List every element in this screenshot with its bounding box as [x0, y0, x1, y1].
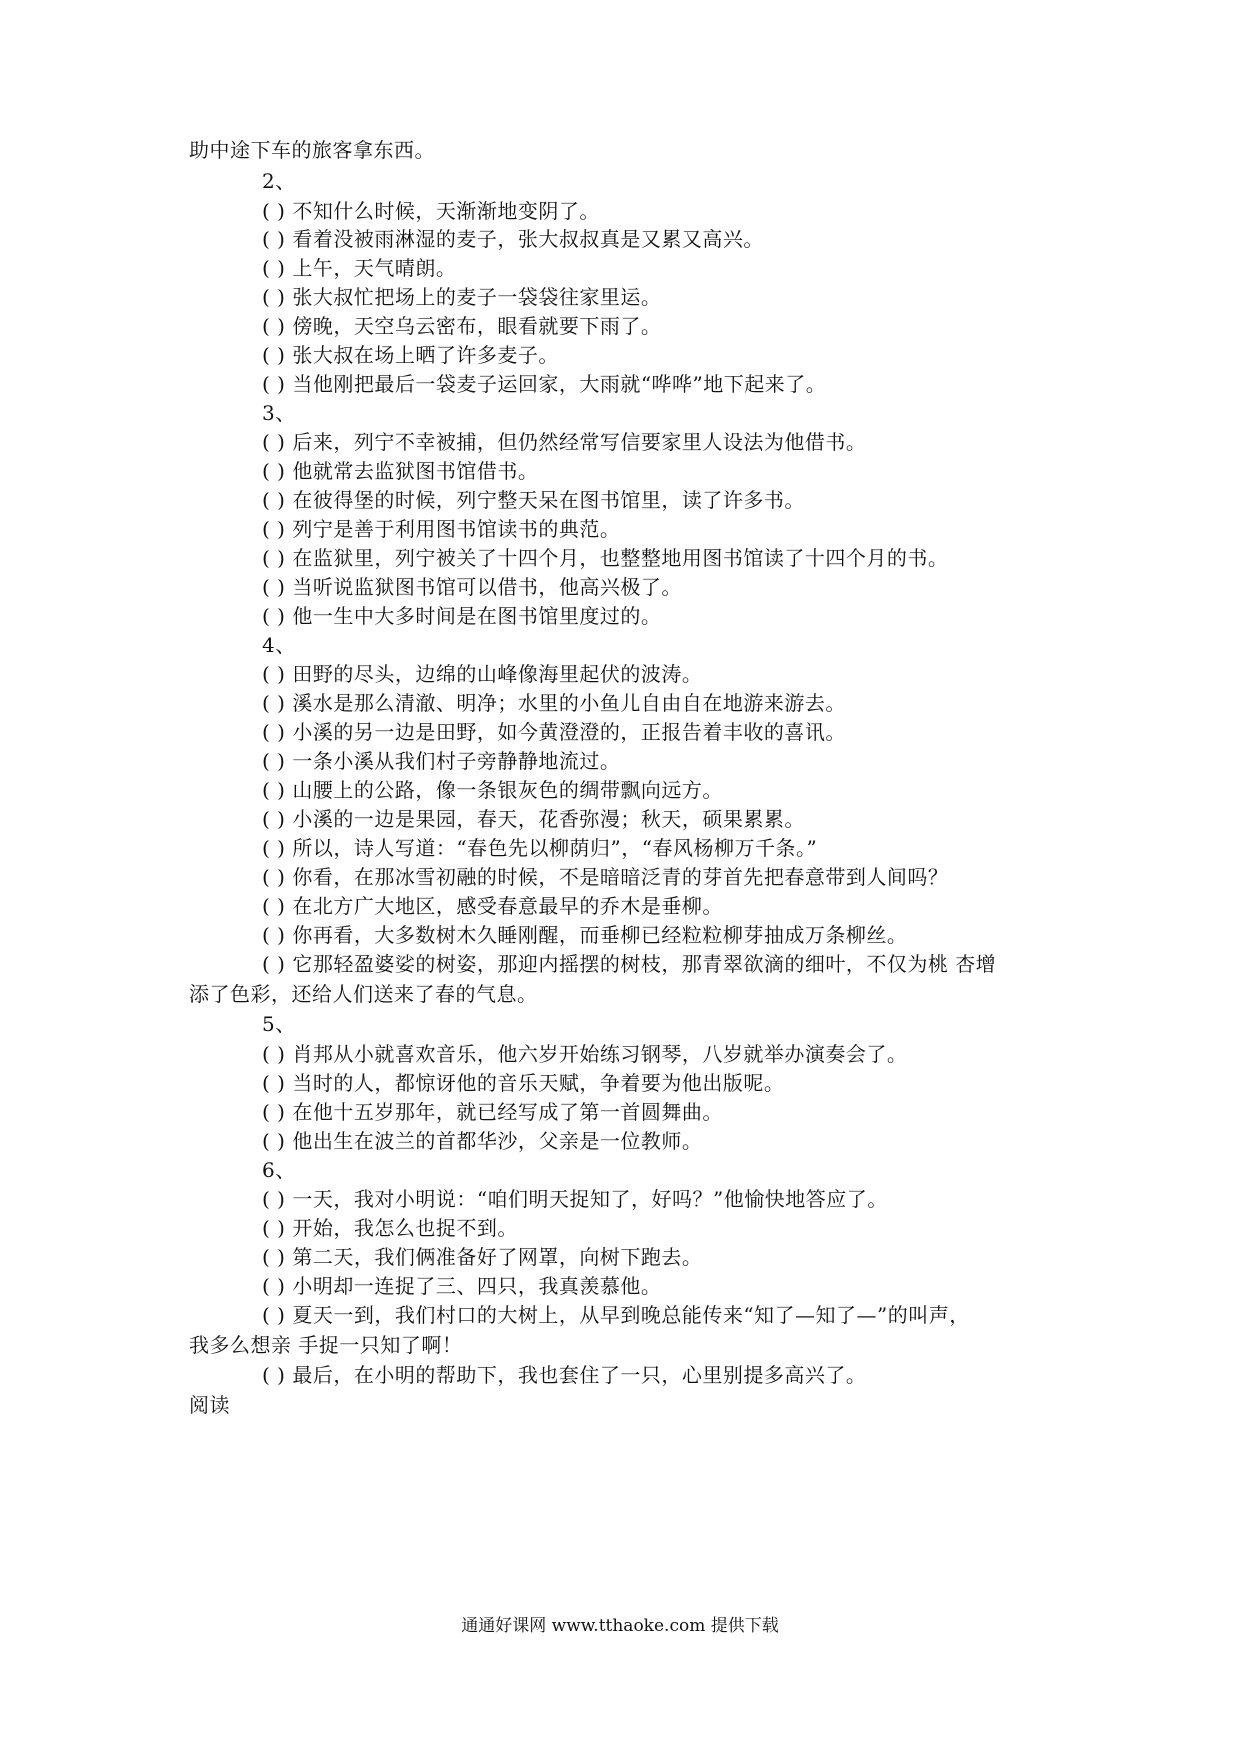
text-line: ( ) 当时的人，都惊讶他的音乐天赋，争着要为他出版呢。: [262, 1071, 785, 1095]
text-line: ( ) 列宁是善于利用图书馆读书的典范。: [262, 517, 621, 541]
text-line: ( ) 张大叔忙把场上的麦子一袋袋往家里运。: [262, 285, 662, 309]
text-line: ( ) 他一生中大多时间是在图书馆里度过的。: [262, 604, 662, 628]
text-line: ( ) 后来，列宁不幸被捕，但仍然经常写信要家里人设法为他借书。: [262, 430, 867, 454]
text-line: ( ) 小溪的另一边是田野，如今黄澄澄的，正报告着丰收的喜讯。: [262, 720, 846, 744]
section-heading: 阅读: [189, 1393, 230, 1417]
section-number: 5、: [262, 1012, 296, 1036]
section-number: 2、: [262, 169, 296, 193]
text-line: ( ) 傍晚，天空乌云密布，眼看就要下雨了。: [262, 314, 662, 338]
section-number: 3、: [262, 401, 296, 425]
text-line: ( ) 田野的尽头，边绵的山峰像海里起伏的波涛。: [262, 662, 703, 686]
text-line: ( ) 所以，诗人写道：“春色先以柳荫归”，“春风杨柳万千条。”: [262, 836, 818, 860]
text-line: ( ) 一条小溪从我们村子旁静静地流过。: [262, 749, 621, 773]
text-line: ( ) 不知什么时候，天渐渐地变阴了。: [262, 199, 600, 223]
text-line: ( ) 当他刚把最后一袋麦子运回家，大雨就“哗哗”地下起来了。: [262, 372, 827, 396]
text-line: ( ) 第二天，我们俩准备好了网罩，向树下跑去。: [262, 1245, 703, 1269]
page-footer: 通通好课网 www.tthaoke.com 提供下载: [461, 1616, 779, 1636]
text-line: 我多么想亲 手捉一只知了啊！: [189, 1333, 463, 1357]
text-line: ( ) 开始，我怎么也捉不到。: [262, 1216, 518, 1240]
text-line: ( ) 上午，天气晴朗。: [262, 256, 457, 280]
text-line: ( ) 在彼得堡的时候，列宁整天呆在图书馆里，读了许多书。: [262, 488, 805, 512]
text-line: 添了色彩，还给人们送来了春的气息。: [189, 982, 538, 1006]
text-line: ( ) 在监狱里，列宁被关了十四个月，也整整地用图书馆读了十四个月的书。: [262, 546, 949, 570]
text-line: ( ) 肖邦从小就喜欢音乐，他六岁开始练习钢琴，八岁就举办演奏会了。: [262, 1042, 908, 1066]
text-line: ( ) 在他十五岁那年，就已经写成了第一首圆舞曲。: [262, 1100, 723, 1124]
text-line: ( ) 张大叔在场上晒了许多麦子。: [262, 343, 559, 367]
text-line: ( ) 在北方广大地区，感受春意最早的乔木是垂柳。: [262, 894, 723, 918]
text-line: ( ) 它那轻盈婆娑的树姿，那迎内摇摆的树枝，那青翠欲滴的细叶，不仅为桃 杏增: [262, 952, 997, 976]
text-line: ( ) 夏天一到，我们村口的大树上，从早到晚总能传来“知了—知了—”的叫声，: [262, 1303, 970, 1327]
section-number: 6、: [262, 1158, 296, 1182]
text-line: ( ) 你看，在那冰雪初融的时候，不是暗暗泛青的芽首先把春意带到人间吗？: [262, 865, 949, 889]
text-line: ( ) 山腰上的公路，像一条银灰色的绸带飘向远方。: [262, 778, 723, 802]
text-line: ( ) 一天，我对小明说：“咱们明天捉知了，好吗？”他愉快地答应了。: [262, 1187, 888, 1211]
text-line: ( ) 小溪的一边是果园，春天，花香弥漫；秋天，硕果累累。: [262, 807, 805, 831]
text-line: ( ) 当听说监狱图书馆可以借书，他高兴极了。: [262, 575, 682, 599]
text-line: 助中途下车的旅客拿东西。: [189, 138, 435, 162]
text-line: ( ) 看着没被雨淋湿的麦子，张大叔叔真是又累又高兴。: [262, 227, 764, 251]
text-line: ( ) 他出生在波兰的首都华沙，父亲是一位教师。: [262, 1129, 703, 1153]
text-line: ( ) 小明却一连捉了三、四只，我真羡慕他。: [262, 1274, 662, 1298]
section-number: 4、: [262, 633, 296, 657]
text-line: ( ) 溪水是那么清澈、明净；水里的小鱼儿自由自在地游来游去。: [262, 691, 846, 715]
text-line: ( ) 最后，在小明的帮助下，我也套住了一只，心里别提多高兴了。: [262, 1363, 867, 1387]
text-line: ( ) 你再看，大多数树木久睡刚醒，而垂柳已经粒粒柳芽抽成万条柳丝。: [262, 923, 908, 947]
text-line: ( ) 他就常去监狱图书馆借书。: [262, 459, 539, 483]
